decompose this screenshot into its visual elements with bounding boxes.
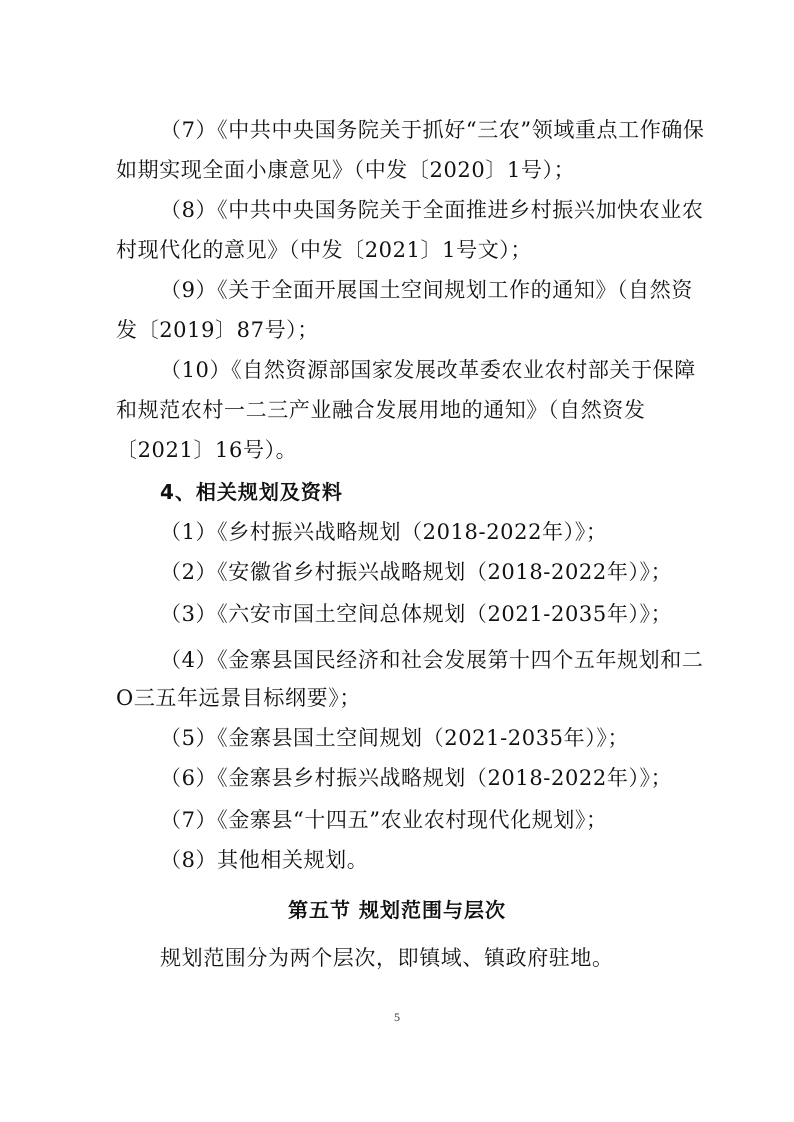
plan-item-4-line-1: （4）《金寨县国民经济和社会发展第十四个五年规划和二 bbox=[160, 648, 704, 672]
page-number: 5 bbox=[394, 1010, 400, 1024]
plan-item-1: （1）《乡村振兴战略规划（2018-2022年）》； bbox=[160, 520, 608, 544]
ref-item-10-line-3: 〔2021〕16号）。 bbox=[116, 438, 298, 462]
section-5-body: 规划范围分为两个层次，即镇域、镇政府驻地。 bbox=[160, 946, 614, 970]
ref-item-8-line-2: 村现代化的意见》（中发〔2021〕1号文）； bbox=[116, 238, 533, 262]
plan-item-4-line-2: O三五年远景目标纲要》； bbox=[116, 686, 361, 710]
plan-item-2: （2）《安徽省乡村振兴战略规划（2018-2022年）》； bbox=[160, 560, 673, 584]
ref-item-7-line-2: 如期实现全面小康意见》（中发〔2020〕1号）； bbox=[116, 158, 576, 182]
plan-item-6: （6）《金寨县乡村振兴战略规划（2018-2022年）》； bbox=[160, 766, 673, 790]
ref-item-8-line-1: （8）《中共中央国务院关于全面推进乡村振兴加快农业农 bbox=[160, 198, 704, 222]
section-5-title: 第五节 规划范围与层次 bbox=[288, 898, 506, 922]
plan-item-8: （8）其他相关规划。 bbox=[160, 848, 369, 872]
plan-item-3: （3）《六安市国土空间总体规划（2021-2035年）》； bbox=[160, 602, 673, 626]
ref-item-9-line-2: 发〔2019〕87号）； bbox=[116, 318, 319, 342]
ref-item-10-line-1: （10）《自然资源部国家发展改革委农业农村部关于保障 bbox=[160, 358, 696, 382]
plan-item-7: （7）《金寨县“十四五”农业农村现代化规划》； bbox=[160, 808, 608, 832]
ref-item-10-line-2: 和规范农村一二三产业融合发展用地的通知》（自然资发 bbox=[116, 398, 646, 422]
plan-item-5: （5）《金寨县国土空间规划（2021-2035年）》； bbox=[160, 726, 630, 750]
ref-item-9-line-1: （9）《关于全面开展国土空间规划工作的通知》（自然资 bbox=[160, 278, 693, 302]
ref-item-7-line-1: （7）《中共中央国务院关于抓好“三农”领域重点工作确保 bbox=[160, 118, 705, 142]
section-4-heading: 4、相关规划及资料 bbox=[160, 480, 343, 504]
